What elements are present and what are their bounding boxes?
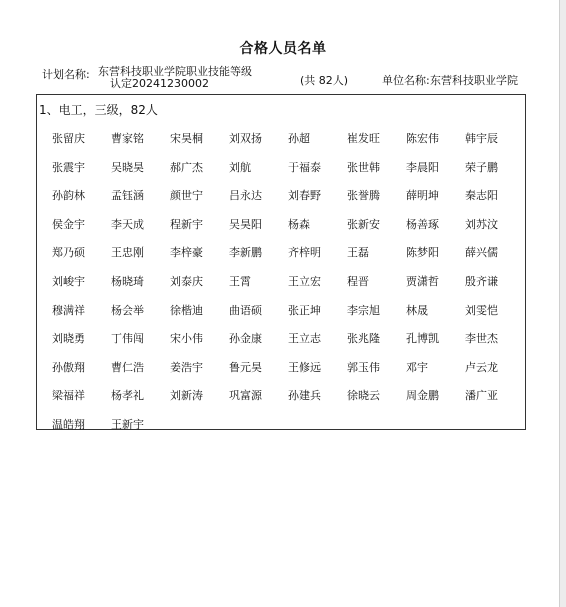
person-name: 穆满祥 xyxy=(52,303,85,317)
person-name: 孙傲翔 xyxy=(52,360,85,374)
person-name: 薛明坤 xyxy=(406,189,439,203)
person-name: 温皓翔 xyxy=(52,417,85,431)
person-name: 贾潇哲 xyxy=(406,274,439,288)
section-heading: 1、电工，三级，82人 xyxy=(39,103,158,117)
person-name: 徐楷迪 xyxy=(170,303,203,317)
person-name: 薛兴儒 xyxy=(465,246,498,260)
person-name: 李世杰 xyxy=(465,332,498,346)
person-name: 孟钰涵 xyxy=(111,189,144,203)
plan-name-line1: 东营科技职业学院职业技能等级 xyxy=(98,65,252,78)
person-name: 杨会举 xyxy=(111,303,144,317)
person-name: 程晋 xyxy=(347,274,369,288)
person-name: 王新宇 xyxy=(111,417,144,431)
person-name: 秦志阳 xyxy=(465,189,498,203)
person-name: 颜世宁 xyxy=(170,189,203,203)
person-name: 陈梦阳 xyxy=(406,246,439,260)
person-name: 曹家铭 xyxy=(111,132,144,145)
person-name: 刘峻宇 xyxy=(52,274,85,288)
names-grid xyxy=(52,130,522,445)
person-name: 杨晓琦 xyxy=(111,274,144,288)
person-name: 邓宇 xyxy=(406,360,428,374)
person-name: 李天成 xyxy=(111,217,144,231)
unit-name-label: 单位名称: xyxy=(382,74,430,87)
person-name: 刘晓勇 xyxy=(52,332,85,346)
person-name: 李晨阳 xyxy=(406,160,439,174)
person-name: 丁伟闯 xyxy=(111,332,144,346)
person-name: 张新安 xyxy=(347,217,380,231)
person-name: 林晟 xyxy=(406,303,428,317)
person-name: 刘航 xyxy=(229,160,251,174)
person-name: 郭玉伟 xyxy=(347,360,380,374)
person-name: 鲁元昊 xyxy=(229,360,262,374)
person-name: 孙超 xyxy=(288,132,310,145)
person-name: 刘泰庆 xyxy=(170,274,203,288)
person-name: 王霄 xyxy=(229,274,251,288)
person-name: 郑乃硕 xyxy=(52,246,85,260)
page-title: 合格人员名单 xyxy=(239,41,327,57)
person-name: 崔发旺 xyxy=(347,132,380,145)
unit-name: 东营科技职业学院 xyxy=(430,74,518,87)
person-name: 潘广亚 xyxy=(465,389,498,403)
person-name: 刘雯恺 xyxy=(465,303,498,317)
person-name: 曹仁浩 xyxy=(111,360,144,374)
person-name: 徐晓云 xyxy=(347,389,380,403)
person-name: 张誉腾 xyxy=(347,189,380,203)
person-name: 曲语硕 xyxy=(229,303,262,317)
person-name: 侯金宇 xyxy=(52,217,85,231)
person-name: 王立宏 xyxy=(288,274,321,288)
person-name: 孙建兵 xyxy=(288,389,321,403)
page-edge xyxy=(559,0,566,607)
person-name: 巩富源 xyxy=(229,389,262,403)
person-name: 荣子鹏 xyxy=(465,160,498,174)
person-name: 吴晓昊 xyxy=(111,160,144,174)
person-name: 陈宏伟 xyxy=(406,132,439,145)
person-name: 宋小伟 xyxy=(170,332,203,346)
person-name: 于福泰 xyxy=(288,160,321,174)
person-name: 孙韵林 xyxy=(52,189,85,203)
person-name: 杨孝礼 xyxy=(111,389,144,403)
person-name: 刘春野 xyxy=(288,189,321,203)
plan-name-line2: 认定20241230002 xyxy=(110,77,209,90)
person-name: 孔博凯 xyxy=(406,332,439,346)
person-name: 张留庆 xyxy=(52,132,85,145)
person-name: 刘双扬 xyxy=(229,132,262,145)
person-name: 李宗旭 xyxy=(347,303,380,317)
person-name: 吴昊阳 xyxy=(229,217,262,231)
plan-name-label: 计划名称: xyxy=(42,68,90,81)
person-name: 孙金康 xyxy=(229,332,262,346)
person-name: 王修远 xyxy=(288,360,321,374)
person-name: 卢云龙 xyxy=(465,360,498,374)
person-name: 程新宇 xyxy=(170,217,203,231)
person-name: 张世韩 xyxy=(347,160,380,174)
person-name: 李新鹏 xyxy=(229,246,262,260)
person-name: 王磊 xyxy=(347,246,369,260)
person-name: 张正坤 xyxy=(288,303,321,317)
plan-name xyxy=(98,66,268,90)
person-name: 齐梓明 xyxy=(288,246,321,260)
person-name: 周金鹏 xyxy=(406,389,439,403)
person-name: 梁福祥 xyxy=(52,389,85,403)
person-name: 杨森 xyxy=(288,217,310,231)
person-name: 张兆隆 xyxy=(347,332,380,346)
person-name: 张震宇 xyxy=(52,160,85,174)
person-name: 宋昊桐 xyxy=(170,132,203,145)
person-name: 刘苏汶 xyxy=(465,217,498,231)
person-name: 刘新涛 xyxy=(170,389,203,403)
person-name: 郝广杰 xyxy=(170,160,203,174)
person-name: 姜浩宇 xyxy=(170,360,203,374)
person-name: 韩宇辰 xyxy=(465,132,498,145)
total-count: (共 82人) xyxy=(300,74,349,87)
person-name: 殷齐谦 xyxy=(465,274,498,288)
person-name: 吕永达 xyxy=(229,189,262,203)
person-name: 王立志 xyxy=(288,332,321,346)
person-name: 王忠刚 xyxy=(111,246,144,260)
person-name: 李梓豪 xyxy=(170,246,203,260)
person-name: 杨善琢 xyxy=(406,217,439,231)
